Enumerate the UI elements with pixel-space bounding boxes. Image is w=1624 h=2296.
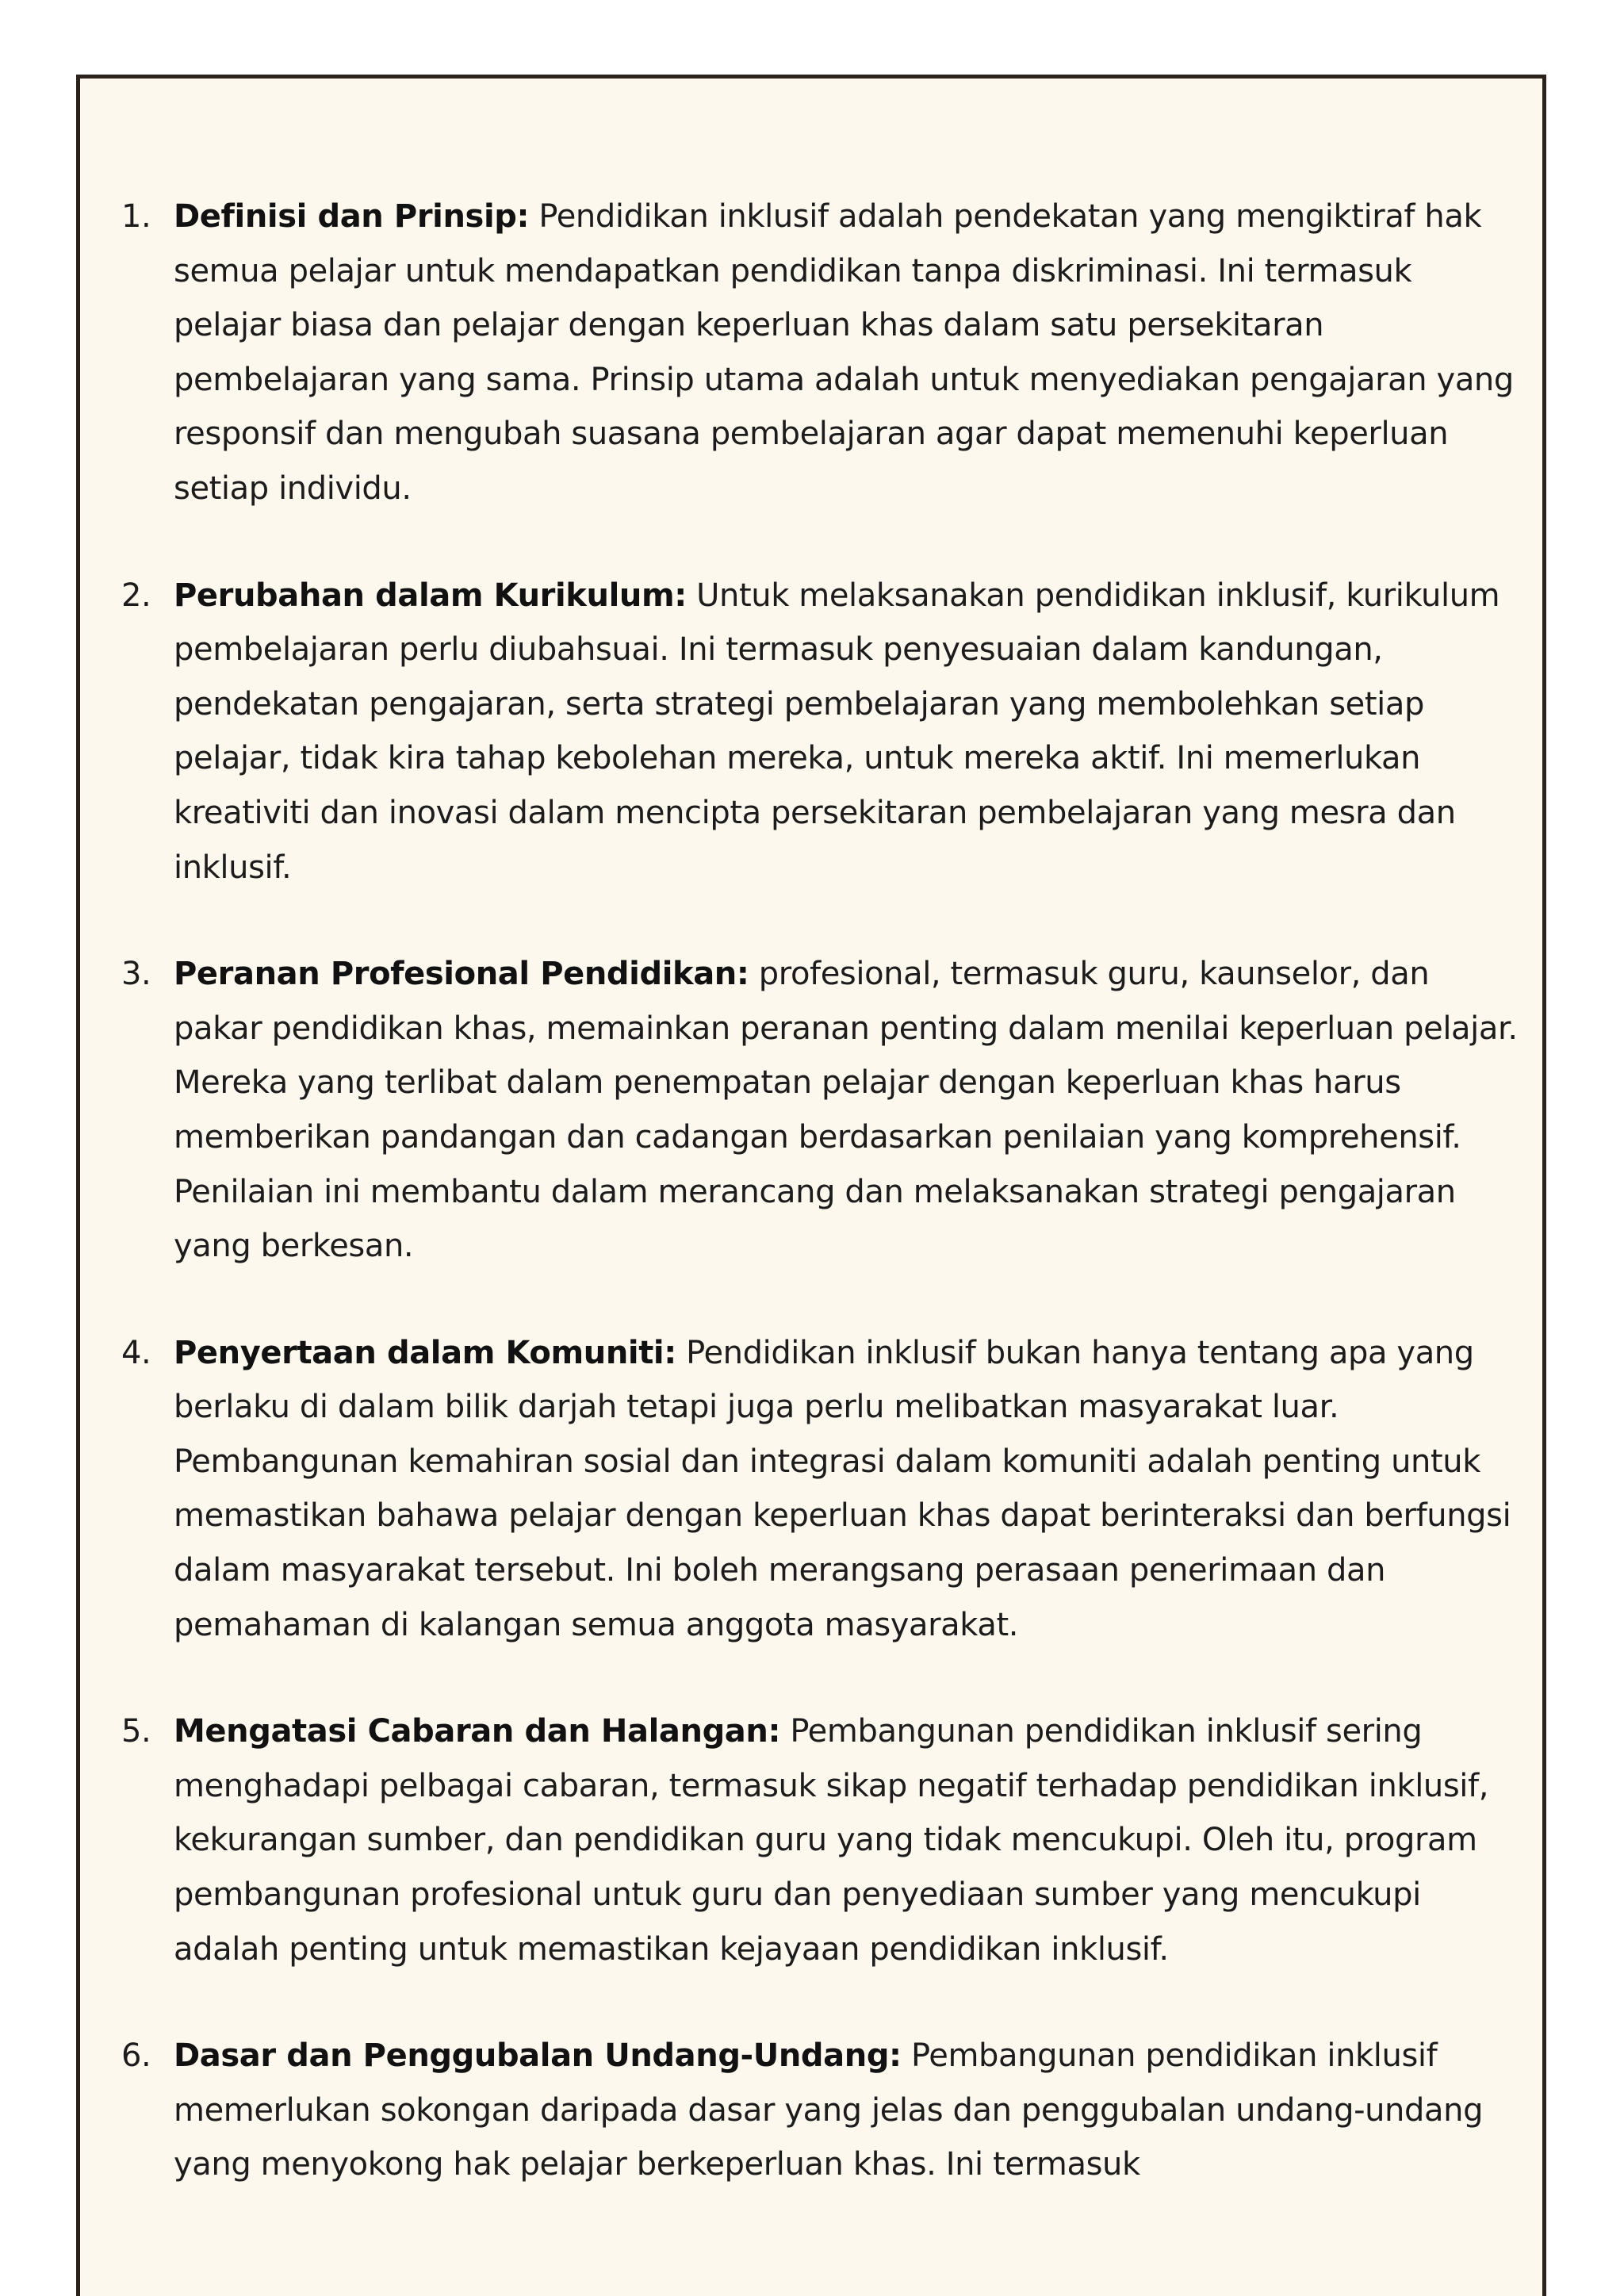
item-body: Untuk melaksanakan pendidikan inklusif, kurikulum pembelajaran perlu diubahsuai. Ini termasuk penyesuaian dalam kandungan, pendekatan pengajaran, serta strategi pembelajaran yang membolehkan setiap pelajar, tidak kira tahap kebolehan mereka, untuk mereka aktif. Ini memerlukan kreativiti dan inovasi dalam mencipta persekitaran pembelajaran yang mesra dan inklusif. <box>174 577 1500 886</box>
item-title: Penyertaan dalam Komuniti: <box>174 1334 676 1371</box>
item-body: Pembangunan pendidikan inklusif sering menghadapi pelbagai cabaran, termasuk sikap negatif terhadap pendidikan inklusif, kekurangan sumber, dan pendidikan guru yang tidak mencukupi. Oleh itu, program pembangunan profesional untuk guru dan penyediaan sumber yang mencukupi adalah penting untuk memastikan kejayaan pendidikan inklusif. <box>174 1713 1489 1968</box>
item-body: Pembangunan pendidikan inklusif memerlukan sokongan daripada dasar yang jelas dan penggubalan undang-undang yang menyokong hak pelajar berkeperluan khas. Ini termasuk <box>174 2037 1484 2183</box>
item-title: Dasar dan Penggubalan Undang-Undang: <box>174 2037 902 2075</box>
item-number: 2. <box>121 577 151 614</box>
item-body: Pendidikan inklusif adalah pendekatan yang mengiktiraf hak semua pelajar untuk mendapatkan pendidikan tanpa diskriminasi. Ini termasuk pelajar biasa dan pelajar dengan keperluan khas dalam satu persekitaran pembelajaran yang sama. Prinsip utama adalah untuk menyediakan pengajaran yang responsif dan mengubah suasana pembelajaran agar dapat memenuhi keperluan setiap individu. <box>174 198 1514 507</box>
item-number: 3. <box>121 956 151 993</box>
list-item-4 <box>80 1326 1542 1653</box>
item-title: Mengatasi Cabaran dan Halangan: <box>174 1713 781 1750</box>
item-body: profesional, termasuk guru, kaunselor, dan pakar pendidikan khas, memainkan peranan penting dalam menilai keperluan pelajar. Mereka yang terlibat dalam penempatan pelajar dengan keperluan khas harus memberikan pandangan dan cadangan berdasarkan penilaian yang komprehensif. Penilaian ini membantu dalam merancang dan melaksanakan strategi pengajaran yang berkesan. <box>174 956 1518 1265</box>
item-title: Peranan Profesional Pendidikan: <box>174 956 749 993</box>
list-item-3 <box>80 947 1542 1274</box>
document-page <box>76 75 1546 2296</box>
item-title: Perubahan dalam Kurikulum: <box>174 577 687 614</box>
numbered-list <box>80 190 1542 2244</box>
item-number: 5. <box>121 1713 151 1750</box>
list-item-6 <box>80 2029 1542 2192</box>
item-title: Definisi dan Prinsip: <box>174 198 530 235</box>
list-item-1 <box>80 190 1542 516</box>
item-body: Pendidikan inklusif bukan hanya tentang apa yang berlaku di dalam bilik darjah tetapi juga perlu melibatkan masyarakat luar. Pembangunan kemahiran sosial dan integrasi dalam komuniti adalah penting untuk memastikan bahawa pelajar dengan keperluan khas dapat berinteraksi dan berfungsi dalam masyarakat tersebut. Ini boleh merangsang perasaan penerimaan dan pemahaman di kalangan semua anggota masyarakat. <box>174 1334 1511 1643</box>
item-number: 6. <box>121 2037 151 2075</box>
item-number: 4. <box>121 1334 151 1371</box>
list-item-2 <box>80 569 1542 895</box>
list-item-5 <box>80 1704 1542 1976</box>
item-number: 1. <box>121 198 151 235</box>
